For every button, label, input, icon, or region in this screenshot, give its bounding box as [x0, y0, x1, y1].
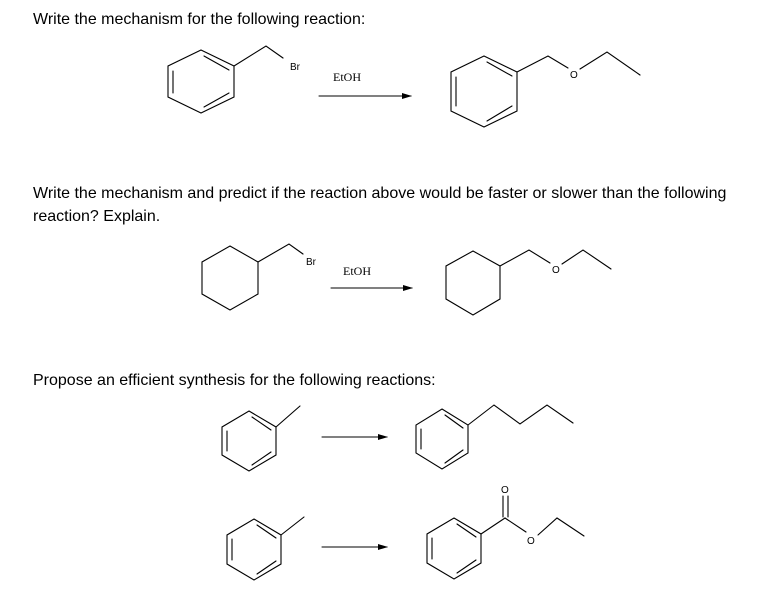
scheme-2: [202, 244, 611, 315]
oxygen-label: O: [570, 70, 578, 81]
oxygen-label: O: [552, 265, 560, 276]
question-3-text: Propose an efficient synthesis for the following reactions:: [33, 372, 436, 389]
cyclohexylmethyl-ethyl-ether-molecule: [446, 250, 611, 315]
bromine-label: Br: [290, 62, 300, 73]
toluene-molecule: [222, 406, 300, 471]
butylbenzene-molecule: [416, 405, 573, 469]
benzyl-ethyl-ether-molecule: [451, 52, 640, 127]
scheme-3: [222, 405, 573, 471]
scheme-1: [168, 46, 640, 127]
ethyl-benzoate-molecule: [427, 485, 584, 579]
question-1-text: Write the mechanism for the following reaction:: [33, 11, 366, 28]
ester-oxygen-label: O: [527, 536, 535, 547]
carbonyl-oxygen-label: O: [501, 485, 509, 496]
toluene-molecule: [227, 517, 304, 580]
reagent-label: EtOH: [343, 264, 371, 278]
question-2-text: Write the mechanism and predict if the reaction above would be faster or slower than the following reaction? Explain.: [33, 185, 727, 225]
benzyl-bromide-molecule: [168, 46, 301, 113]
scheme-4: [227, 485, 584, 580]
cyclohexylmethyl-bromide-molecule: [202, 244, 317, 310]
bromine-label: Br: [306, 257, 316, 268]
reagent-label: EtOH: [333, 70, 361, 84]
